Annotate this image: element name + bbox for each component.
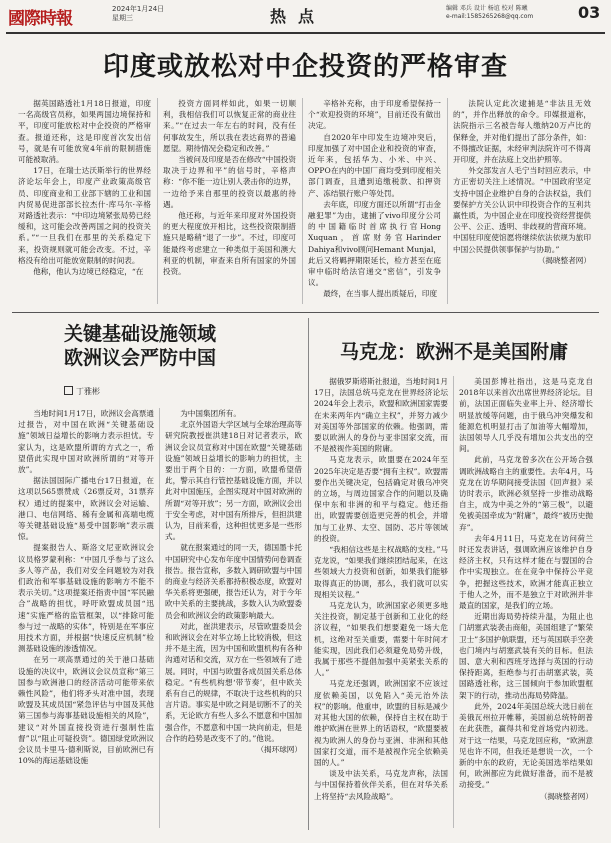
article2-signoff: （揭环球网） — [256, 745, 302, 755]
paragraph: 自2020年中印发生边境冲突后，印度加强了对中国企业和投资的审查，近年来，包括华为、小米、中兴、OPPO在内的中国厂商均受到印度相关部门调查，且遭到追缴税款、扣押资产、冻结银行账户等处罚。 — [308, 132, 441, 198]
paragraph: 此前，马克龙曾多次在公开场合强调欧洲战略自主的重要性。去年4月，马克龙在访华期间接受法国《回声报》采访时表示，欧洲必须坚持一步推动战略自主，成为中美之外的“第三极”，以避免被美国牵成为“附庸”，最终“被历史抛弃”。 — [459, 455, 593, 532]
byline-box-icon — [64, 386, 73, 395]
column-divider — [453, 376, 454, 828]
paragraph: 马克龙表示，欧盟要在2024年至2025年决定是否要“拥有主权”。欧盟需要作出关键决定，包括确定对俄乌冲突的立场，与周边国家合作的问题以及确保中东和非洲的和平与稳定。他还指出，欧盟需要创造更完善的机会，并增加与工业界、太空、国防、芯片等领域的投资。 — [314, 455, 448, 543]
article1-column-3 — [308, 98, 441, 308]
article1-signoff: （揭晓整者网） — [537, 255, 591, 265]
article3-column-2 — [459, 376, 593, 834]
paragraph: 马克龙认为，欧洲国家必须更多地关注投资，制定基于创新和工业化的经济议程，“如果我们想要避免一场大危机，这绝对至关重要，需要十年时间才能实现，因此我们必须避免局势升级，我属于那些不提倡加强中美紧张关系的人。” — [314, 601, 448, 678]
paragraph: 他还称，与近年来印度对外国投资的更大程度放开相比，这些投资限制措施只是略稍“退了一步”。不过，印度可能最终考虑建立一种类似于美国和澳大利亚的机制，审查来自所有国家的外国投资。 — [163, 211, 296, 277]
article2-byline — [64, 386, 100, 397]
paragraph: 当地时间1月17日，欧洲议会高票通过报告，对中国在欧洲“关键基础设施”领域日益增长的影响力表示担忧。专家认为，这是欧盟所谓的方式之一，希望借此实现中国对欧洲所谓的“对等开放”。 — [18, 409, 154, 475]
article-divider — [308, 318, 309, 830]
article3-signoff: （揭晓整者网） — [539, 791, 593, 801]
paragraph: 去年4月11日，马克龙在访问荷兰时还发表讲话，强调欧洲应该维护自身经济主权，只有这样才能在与盟国的合作中实现独立。在在竞争中保持公平竞争，把握这些技术，欧洲才能真正独立于他人之外，而不是独立于对欧洲并非最直的国家，是我们的立场。 — [459, 533, 593, 611]
credits-line: 编辑 邓兵 设计 杨谊 校对 陈曦 — [446, 5, 528, 12]
article2-headline — [64, 322, 216, 370]
column-divider — [447, 98, 448, 304]
paragraph: “我相信这些是主权战略的支柱。”马克龙说，“如果我们继续团结起来，在这些领域大力投资和创新，如果我们能够取得真正的协调，那么，我们就可以实现相关议程。” — [314, 545, 448, 599]
column-divider — [159, 408, 160, 828]
paragraph: 此外，2024年美国总统大选日前在美俄瓦州拉开帷幕，美国前总统特朗普在此获胜，赢得共和党首场党内初选。对于这一结果，马克龙回应称，“欧洲意见也许不同，但我还是想说一次，一个新的中东的政府，无论美国选举结果如何，欧洲都应为此做好准备，而不是被动接受。” — [459, 701, 593, 790]
article1-column-1 — [18, 98, 151, 308]
paragraph: 外交部发言人毛宁当时回应表示，中方正密切关注上述情况。“中国政府坚定支持中国企业维护自身的合法权益，我们要保护方关公认识中印投资合作的互利共赢性质，为中国企业在印度投资经营提供公平、公正、透明、非歧视的营商环境。中国驻印度使馆愿将继续依法依规为旅印中国公民提供领事保护与协助。” — [453, 166, 591, 254]
paragraph: 提案报告人、斯洛文尼亚欧洲议会议员格罗蒙利称：“中国几乎参与了这么多人等产品，我们对安全问题较为对我们政治和军事基础设施的影响方不能不表示关切。”这项提案还指责中国“军民融合”战略的担忧，呼吁欧盟成员国“迅速”实施严格的监管框架，以“排除可能参与过一战略的实体”，特别是在军事应用技术方面，并根据“快速反应机制”检测基础设施的渗透情况。 — [18, 543, 154, 654]
page-number: 03 — [578, 3, 601, 22]
paragraph: 就在报案通过的同一天，德国墨卡托中国研究中心发布年度中国情势问卷调查报告。报告宣称，多数入调研欧盟与中国的商业与经济关系都持积极态度，欧盟对华关系将更强硬，报告还认为，对于今年欧中关系的主要挑战，多数入认为欧盟委员会和欧洲议会的政策影响最大。 — [165, 543, 302, 620]
article2-column-2 — [165, 408, 302, 834]
article3-headline: 马克龙：欧洲不是美国附庸 — [340, 341, 569, 363]
paragraph: 谈及中法关系，马克龙声称，法国与中国保持着伙伴关系，但在对华关系上将坚持“去风险战略”。 — [314, 769, 448, 801]
article1-column-4 — [453, 98, 591, 308]
paragraph: 去年底，印度方面还以所谓“打击金融犯罪”为由，逮捕了vivo印度分公司的中国籍临时首席执行官Hong Xuquan，首席财务官Harinder Dahiya和vivo顾问Hemant Munjal，此后又将羁押期限延长，检方甚至在庭审中临时给法官递交“密信”，引发争议。 — [308, 199, 441, 288]
paragraph: 马克龙还强调，欧洲国家不应该过度依赖美国，以免陷入“美元治外法权”的影响。他重申，欧盟的目标是减少对其他大国的依赖，保持自主权在助于维护欧洲在世界上的话语权，“欧盟要被视为欧洲人的身份与亚洲、非洲和其他国家打交道，而不是被视作完全依赖美国的人。” — [314, 679, 448, 767]
paragraph: 法院认定此次逮捕是“非法且无效的”，并作出释放的命令。印媒报道称，法院指示三名被告每人缴纳20万卢比的保释金，并对他们提出了部分条件，如：不得擅改证据，未经审判法院许可不得离开印度，并在法庭上交出护照等。 — [453, 99, 591, 165]
paragraph: 为中国集团所有。 — [180, 409, 241, 418]
article2-column-1 — [18, 408, 154, 834]
author-name: 丁雅彬 — [76, 387, 100, 396]
column-divider — [157, 98, 158, 304]
paragraph: 当被问及印度是否在修改“中国投资取决于边界和平”的信号时，辛格声称：“你不能一边让别人袭击你的边界，一边给予来自那里的投资以最惠的待遇。 — [163, 155, 296, 209]
paragraph: 据法国国际广播电台17日报道，在这项以565票赞成（26票反对，31票弃权）通过的提案中，欧洲议会对运输、港口、电信网络、稀有金属和高端电缆等关键基础设施“易受中国影响”表示震惊。 — [18, 476, 154, 542]
paragraph: 美国彭博社指出，这是马克龙自2018年以来首次出席世界经济论坛。目前，法国正面临失业率上升、经济增长明显放缓等问题，由于俄乌冲突爆发和能源危机明显打击了加油等大幅增加，法国领导人几乎没有增加公共支出的空间。 — [459, 377, 593, 454]
paragraph: 在另一项高票通过的关于港口基础设施的决议中，欧洲议会议员宣称“第三国参与欧洲港口的经济活动可能带来依赖性风险”，他们将矛头对准中国，表现欧盟及其成员国“紧急评估与中国及其他第三国参与海事基础设施相关的风险”，建议“对外国直接投资进行强制性监督”以“阻止可疑投资”。德国绿党欧洲议会议员卡里马·德利斯说，目前欧洲已有10%的海运基础设施 — [18, 655, 154, 766]
headline-line: 欧洲议会严防中国 — [64, 347, 217, 369]
section-rule — [12, 312, 599, 313]
section-title: 热点 — [270, 7, 327, 26]
paragraph: 据英国路透社1月18日报道，印度一名高级官员称，如果两国边境保持和平，印度可能放松对中企投资的严格审查。报道还称，这是印度首次发出信号，就是有可能放宽4年前的限制措施可能被取消。 — [18, 99, 151, 165]
contact-email: e-mail:1585265268@qq.com — [446, 13, 534, 20]
column-divider — [302, 98, 303, 304]
editor-credits — [446, 5, 576, 21]
date-text: 2024年1月24日 — [112, 5, 165, 13]
issue-date — [112, 5, 164, 23]
paragraph: 北京外国语大学区域与全球治理高等研究院教授崔洪建18日对记者表示，欧洲议会议员宣称对中国在欧盟“关键基础设施”领域日益增长的影响力的担忧，主要出于两个目的：一方面，欧盟希望借此，警示其自行管控基础设施方面，并以此对中国施压，企图实现对中国对欧洲的所谓“对等开放”；另一方面，欧洲议会出于安全考虑，对中国有所排斥，但担洪建认为，目前来看，这种担忧更多是一些形式。 — [165, 420, 302, 542]
headline-line: 关键基础设施领域 — [64, 323, 217, 345]
masthead — [0, 0, 611, 36]
paragraph: 辛格补充称，由于印度希望保持一个“欢迎投资的环境”，目前还没有做出决定。 — [308, 99, 441, 131]
paragraph: 他称，他认为边境已经稳定，“在 — [33, 267, 144, 277]
paragraph: 投资方面同样如此，如果一切顺利，我相信我们可以恢复正常的商业往来。”“在过去一年左右的时间，没有任何事故发生，所以我在表达商界的普遍愿望。期待情况会稳定和改善。” — [163, 99, 296, 153]
main-headline: 印度或放松对中企投资的严格审查 — [102, 52, 508, 82]
paragraph: 最终，在当事人提出质疑后，印度 — [323, 289, 438, 299]
article1-column-2 — [163, 98, 296, 308]
paragraph: 近期出海局势持续升温，为阻止也门胡塞武装袭击商船，美国组建了“繁荣卫士”多国护航联盟，还与英国联手空袭也门境内与胡塞武装有关的目标。但法国、意大利和西班牙选择与英国的行动保持距离，拒绝参与打击胡塞武装，英国路透社称，这三国倾向于参加欧盟框架下的行动，推动出海局势降温。 — [459, 612, 593, 700]
header-rule — [6, 32, 605, 34]
paragraph: 17日，在瑞士达沃斯举行的世界经济论坛年会上，印度产业政策高级官员、印度商业和工业部下辖的工业和国内贸易促进部部长拉杰什·库马尔·辛格对路透社表示：“中印边境紧张局势已经缓和，这可能会改善两国之间的投资关系。”“一旦我们在那里的关系稳定下来，投资规则就可能会改变。不过，辛格没有给出可能放宽限制的时间表。 — [18, 166, 151, 265]
newspaper-logo: 國際時報 — [8, 9, 72, 29]
paragraph: 据俄罗斯塔斯社报道，当地时间1月17日，法国总统马克龙在世界经济论坛2024年会上表示，欧盟和欧洲国家需要在未来两年内“确立主权”，并努力减少对美国等外部国家的依赖。他强调，需要以欧洲人的身份与亚非国家交流，而不是被视作美国的附庸。 — [314, 377, 448, 454]
article3-column-1 — [314, 376, 448, 834]
weekday-text: 星期三 — [112, 14, 133, 22]
paragraph: 对此，崔洪建表示，尽管欧盟委员会和欧洲议会在对华立场上比较消极，但这并不是主流，因为中国和欧盟机构有各种沟通对话和交流，双方在一些领域有了进展。同时，中国与欧盟各成员国关系总体稳定。“有些机构想‘带节奏’，但中欧关系有自己的规律，不取决于这些机构的只言片语。事实是中欧之间是切断不了的关系，无论欧方有些人多么不愿意和中国加强合作，不愿意和中国一块向前走，但是合作的趋势是改变不了的。”他说。 — [165, 621, 302, 743]
